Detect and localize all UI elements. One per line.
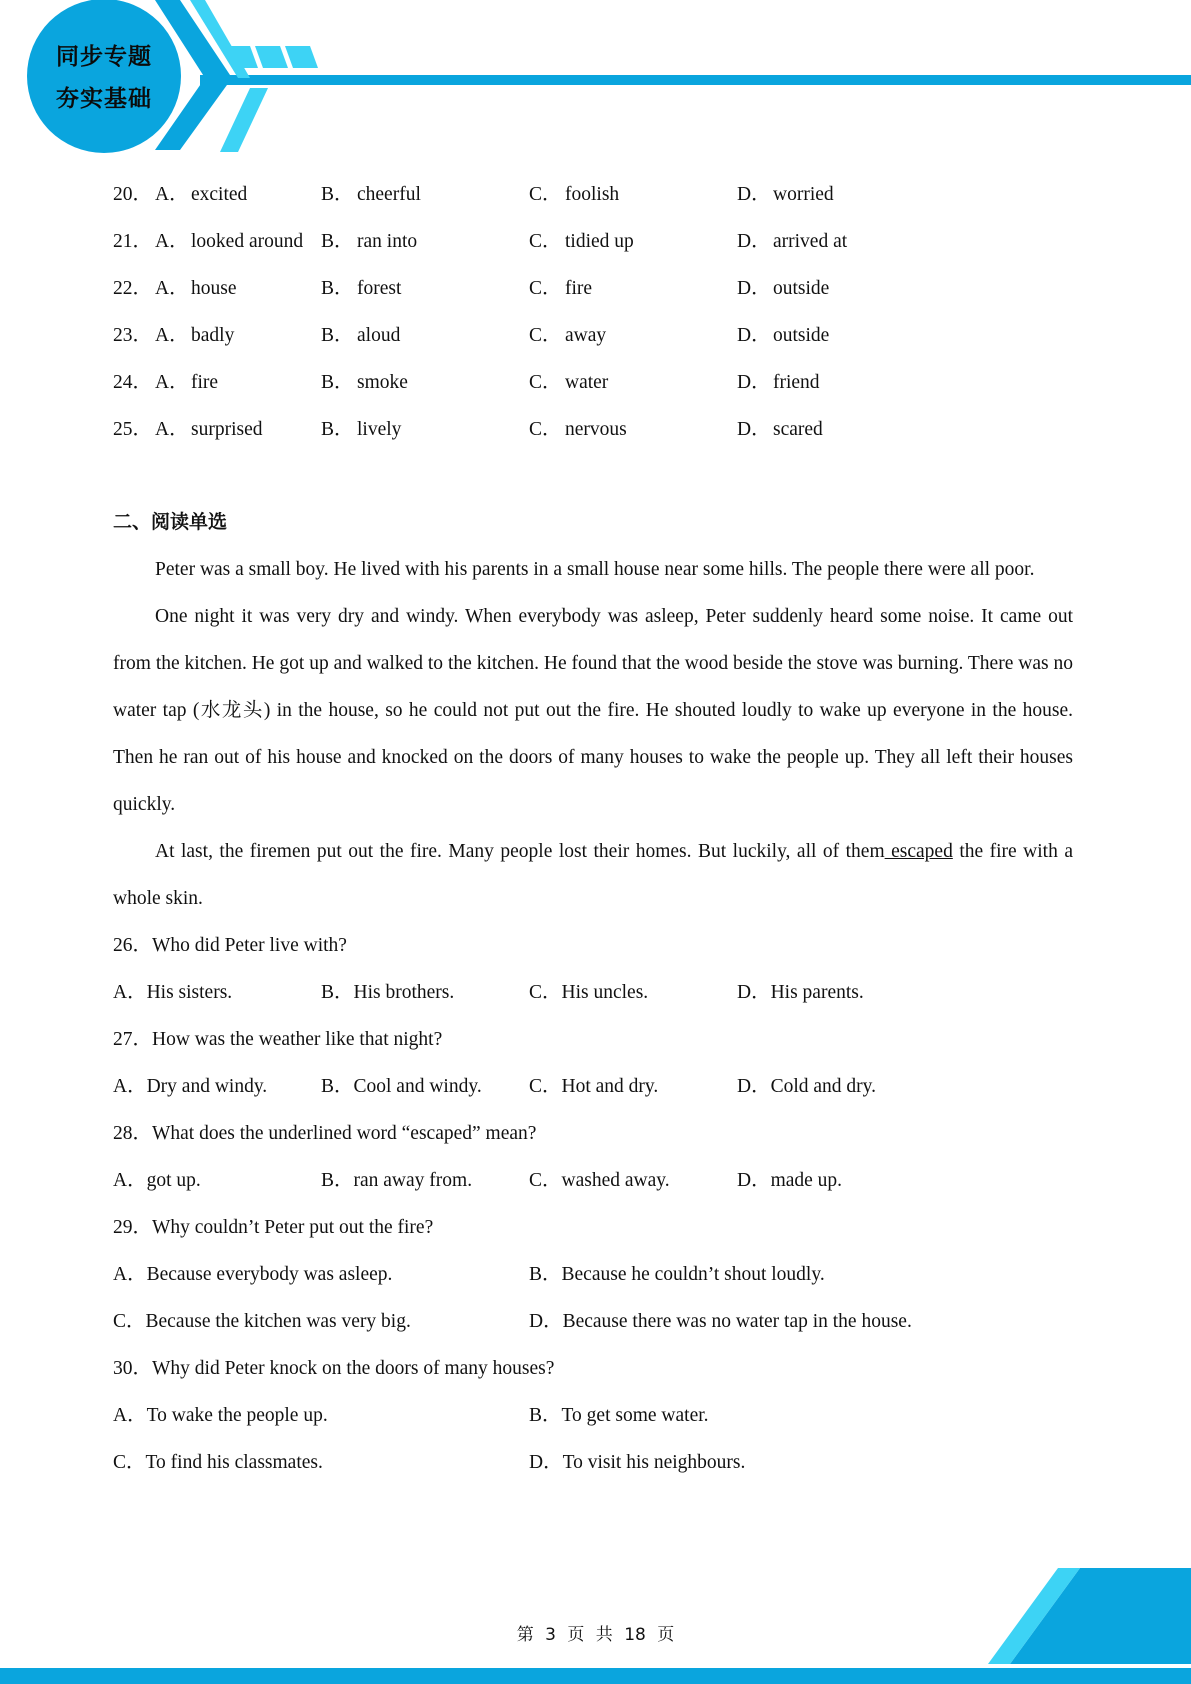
paragraph-text: the fire with a whole skin. — [113, 841, 1073, 909]
passage-paragraph-3 — [113, 828, 1073, 922]
option-d: D．To visit his neighbours. — [529, 1452, 746, 1473]
option-text: fire — [191, 372, 219, 393]
option-a: A．His sisters. — [113, 982, 233, 1003]
option-a: A．got up. — [113, 1170, 201, 1191]
option-b: B．Cool and windy. — [321, 1076, 482, 1097]
question-28: 28．What does the underlined word “escaped” mean? — [113, 1123, 537, 1144]
option-text: house — [191, 278, 237, 299]
option-c: C．His uncles. — [529, 982, 649, 1003]
option-text: outside — [773, 325, 830, 346]
passage-paragraph-1: Peter was a small boy. He lived with his parents in a small house near some hills. The people there were all poor. — [155, 559, 1035, 580]
option-letter: D． — [737, 372, 771, 393]
option-text: fire — [565, 278, 593, 299]
section-title-reading: 二、阅读单选 — [113, 511, 228, 533]
option-c: C．To find his classmates. — [113, 1452, 323, 1473]
passage-paragraph-2: One night it was very dry and windy. When everybody was asleep, Peter suddenly heard some noise. It came out from the kitchen. He got up and walked to the kitchen. He found that the wood beside the stove was burning. There was no water tap (水龙头) in the house, so he could not put out the fire. He shouted loudly to wake up everyone in the house. Then he ran out of his house and knocked on the doors of many houses to wake the people up. They all left their houses quickly. — [113, 606, 1073, 815]
cloze-options-list — [113, 171, 1073, 453]
option-text: cheerful — [357, 184, 421, 205]
option-letter: A． — [155, 231, 189, 252]
header-chevron-lower — [220, 88, 268, 152]
option-a: A．Dry and windy. — [113, 1076, 268, 1097]
option-letter: A． — [155, 372, 189, 393]
option-text: worried — [773, 184, 834, 205]
option-b: B．To get some water. — [529, 1405, 709, 1426]
option-b: B．His brothers. — [321, 982, 455, 1003]
option-d: D．His parents. — [737, 982, 864, 1003]
option-text: away — [565, 325, 607, 346]
question-27: 27．How was the weather like that night? — [113, 1029, 443, 1050]
option-row-21 — [113, 218, 1073, 265]
option-letter: D． — [737, 325, 771, 346]
option-letter: D． — [737, 278, 771, 299]
underlined-word-escaped: escaped — [884, 841, 953, 862]
option-letter: B． — [321, 278, 354, 299]
answer-options-26 — [113, 969, 1073, 1016]
header-stripe — [200, 75, 1191, 85]
option-letter: C． — [529, 231, 562, 252]
question-number: 24． — [113, 372, 153, 393]
header-badge — [28, 36, 180, 120]
option-text: tidied up — [565, 231, 634, 252]
answer-options-30-ab — [113, 1392, 1073, 1439]
option-letter: D． — [737, 231, 771, 252]
paragraph-text: At last, the firemen put out the fire. Many people lost their homes. But luckily, all of them — [155, 841, 885, 862]
option-letter: B． — [321, 419, 354, 440]
option-letter: A． — [155, 278, 189, 299]
option-a: A．To wake the people up. — [113, 1405, 328, 1426]
option-b: B．ran away from. — [321, 1170, 473, 1191]
question-number: 25． — [113, 419, 153, 440]
option-letter: B． — [321, 184, 354, 205]
option-letter: D． — [737, 184, 771, 205]
option-letter: D． — [737, 419, 771, 440]
answer-options-30-cd — [113, 1439, 1073, 1486]
question-number: 20． — [113, 184, 153, 205]
option-text: outside — [773, 278, 830, 299]
option-text: water — [565, 372, 609, 393]
option-text: looked around — [191, 231, 304, 252]
badge-line-1: 同步专题 — [56, 44, 152, 70]
page-number: 第 3 页 共 18 页 — [516, 1625, 675, 1645]
badge-line-2: 夯实基础 — [56, 86, 152, 112]
answer-options-27 — [113, 1063, 1073, 1110]
option-text: surprised — [191, 419, 263, 440]
answer-options-29-cd — [113, 1298, 1073, 1345]
page-content — [113, 171, 1073, 1486]
option-text: nervous — [565, 419, 627, 440]
option-row-20 — [113, 171, 1073, 218]
option-text: forest — [357, 278, 402, 299]
option-letter: C． — [529, 325, 562, 346]
option-letter: A． — [155, 325, 189, 346]
question-29: 29．Why couldn’t Peter put out the fire? — [113, 1217, 434, 1238]
option-text: badly — [191, 325, 235, 346]
question-number: 23． — [113, 325, 153, 346]
option-letter: B． — [321, 325, 354, 346]
option-c: C．washed away. — [529, 1170, 670, 1191]
footer-stripe — [0, 1668, 1191, 1684]
option-text: friend — [773, 372, 820, 393]
option-row-24 — [113, 359, 1073, 406]
question-number: 22． — [113, 278, 153, 299]
option-d: D．Because there was no water tap in the house. — [529, 1311, 912, 1332]
option-letter: A． — [155, 419, 189, 440]
answer-options-28 — [113, 1157, 1073, 1204]
option-letter: C． — [529, 184, 562, 205]
option-row-25 — [113, 406, 1073, 453]
option-c: C．Because the kitchen was very big. — [113, 1311, 411, 1332]
option-text: scared — [773, 419, 823, 440]
option-d: D．made up. — [737, 1170, 843, 1191]
option-c: C．Hot and dry. — [529, 1076, 659, 1097]
option-text: excited — [191, 184, 248, 205]
option-row-22 — [113, 265, 1073, 312]
question-26: 26．Who did Peter live with? — [113, 935, 347, 956]
answer-options-29-ab — [113, 1251, 1073, 1298]
header-dash-3 — [285, 46, 318, 68]
option-d: D．Cold and dry. — [737, 1076, 877, 1097]
option-text: foolish — [565, 184, 620, 205]
option-text: lively — [357, 419, 402, 440]
option-text: arrived at — [773, 231, 848, 252]
option-a: A．Because everybody was asleep. — [113, 1264, 393, 1285]
question-number: 21． — [113, 231, 153, 252]
option-letter: C． — [529, 372, 562, 393]
option-b: B．Because he couldn’t shout loudly. — [529, 1264, 825, 1285]
option-letter: A． — [155, 184, 189, 205]
option-letter: B． — [321, 372, 354, 393]
header-dash-2 — [255, 46, 288, 68]
question-30: 30．Why did Peter knock on the doors of many houses? — [113, 1358, 555, 1379]
option-letter: C． — [529, 278, 562, 299]
option-letter: B． — [321, 231, 354, 252]
option-text: ran into — [357, 231, 418, 252]
option-text: aloud — [357, 325, 401, 346]
option-row-23 — [113, 312, 1073, 359]
option-letter: C． — [529, 419, 562, 440]
option-text: smoke — [357, 372, 408, 393]
